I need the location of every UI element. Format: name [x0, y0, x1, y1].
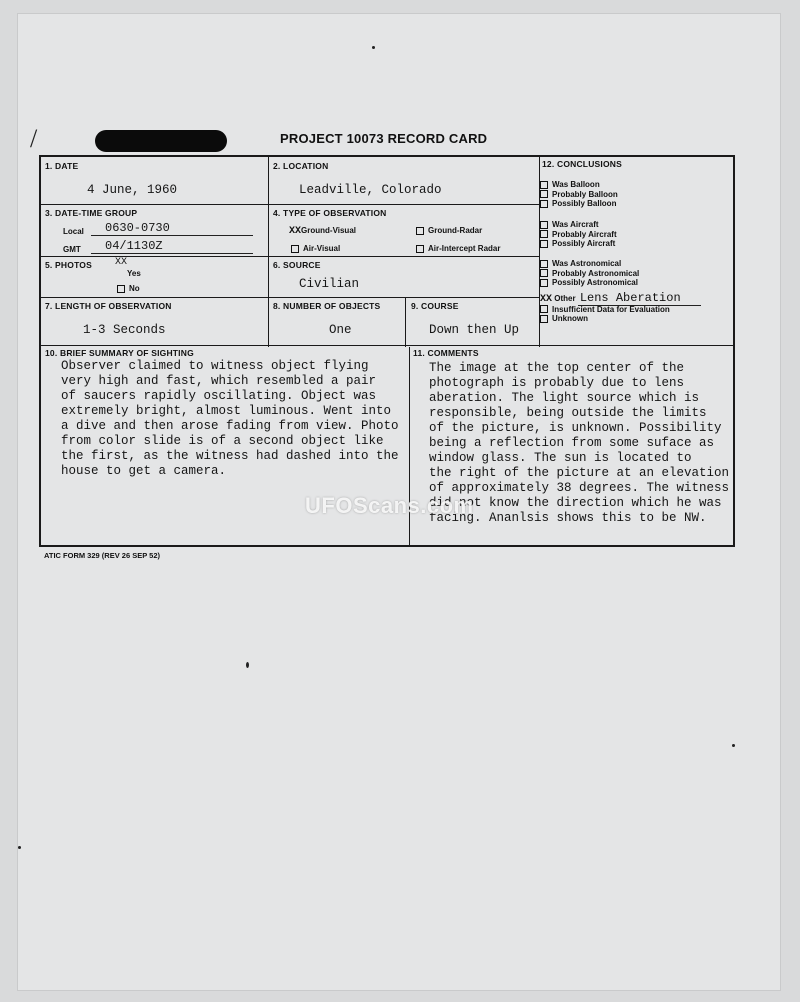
- conclusion-other: [540, 291, 701, 324]
- photos-no-checkbox: [117, 285, 125, 293]
- air-intercept-radar-option: Air-Intercept Radar: [416, 244, 500, 253]
- ground-visual-mark: XX: [289, 226, 302, 237]
- conclusion-item: Probably Aircraft: [540, 230, 617, 240]
- conclusion-item: Probably Astronomical: [540, 269, 639, 279]
- source-value: Civilian: [299, 277, 360, 291]
- photos-no-option: No: [117, 284, 140, 293]
- conclusion-item: Was Balloon: [540, 180, 618, 190]
- conclusion-item: Probably Balloon: [540, 190, 618, 200]
- redaction-bar: [95, 130, 227, 152]
- ground-radar-option: Ground-Radar: [416, 226, 482, 235]
- local-value: 0630-0730: [105, 221, 170, 235]
- number-of-objects-value: One: [329, 323, 352, 337]
- record-card: [39, 155, 735, 547]
- air-visual-checkbox: [291, 245, 299, 253]
- conclusion-group-balloon: [540, 180, 618, 209]
- photos-label: 5. PHOTOS: [45, 260, 92, 270]
- course-value: Down then Up: [429, 323, 520, 337]
- conclusions-label: 12. CONCLUSIONS: [542, 159, 622, 169]
- comments-text: The image at the top center of the photograph is probably due to lens aberation. The light source which is responsible, being outside the limits of the picture, is unknown. Possibility being a reflection from some suface as window glass. The sun is located to the right of the picture at an elevation of approximately 38 degrees. The witness did not know the direction which he was facing. Ananlsis shows this to be NW.: [429, 361, 730, 525]
- gmt-value: 04/1130Z: [105, 239, 163, 253]
- air-intercept-radar-checkbox: [416, 245, 424, 253]
- location-value: Leadville, Colorado: [299, 183, 442, 197]
- local-label: Local: [63, 227, 84, 236]
- other-mark: XX: [540, 294, 553, 305]
- pen-mark: /: [30, 124, 38, 153]
- conclusion-group-astronomical: [540, 259, 639, 288]
- photos-mark: XX: [115, 257, 128, 268]
- date-label: 1. DATE: [45, 161, 79, 171]
- course-label: 9. COURSE: [411, 301, 459, 311]
- form-number: ATIC FORM 329 (REV 26 SEP 52): [44, 551, 161, 560]
- speck: [246, 662, 249, 668]
- conclusion-group-aircraft: [540, 220, 617, 249]
- date-time-group-label: 3. DATE-TIME GROUP: [45, 208, 138, 218]
- ground-visual-option: XXGround-Visual: [289, 226, 356, 237]
- watermark: UFOScans.com: [305, 493, 474, 518]
- source-label: 6. SOURCE: [273, 260, 321, 270]
- length-of-observation-value: 1-3 Seconds: [83, 323, 166, 337]
- page-title: PROJECT 10073 RECORD CARD: [280, 131, 488, 146]
- conclusion-item: Was Aircraft: [540, 220, 617, 230]
- ground-radar-checkbox: [416, 227, 424, 235]
- type-of-observation-label: 4. TYPE OF OBSERVATION: [273, 208, 387, 218]
- conclusion-item: Unknown: [540, 314, 701, 324]
- conclusion-item: Was Astronomical: [540, 259, 639, 269]
- other-label: Other: [554, 294, 576, 303]
- speck: [18, 846, 21, 849]
- comments-label: 11. COMMENTS: [413, 348, 479, 358]
- gmt-label: GMT: [63, 245, 81, 254]
- other-value: Lens Aberation: [578, 291, 701, 306]
- air-visual-option: Air-Visual: [291, 244, 340, 253]
- summary-text: Observer claimed to witness object flying very high and fast, which resembled a pair of saucers rapidly oscillating. Object was extremely bright, almost luminous. Went into a dive and then arose fading from view. Photo from color slide is of a second object like the first, as the witness had dashed into the house to get a camera.: [61, 359, 399, 478]
- speck: [732, 744, 735, 747]
- conclusion-item: Possibly Aircraft: [540, 239, 617, 249]
- number-of-objects-label: 8. NUMBER OF OBJECTS: [273, 301, 381, 311]
- speck: [372, 46, 375, 49]
- date-value: 4 June, 1960: [87, 183, 178, 197]
- conclusion-item: Insufficient Data for Evaluation: [540, 305, 701, 315]
- summary-label: 10. BRIEF SUMMARY OF SIGHTING: [45, 348, 194, 358]
- conclusion-item: Possibly Balloon: [540, 199, 618, 209]
- photos-yes: Yes: [127, 269, 141, 278]
- location-label: 2. LOCATION: [273, 161, 329, 171]
- conclusion-item: Possibly Astronomical: [540, 278, 639, 288]
- length-of-observation-label: 7. LENGTH OF OBSERVATION: [45, 301, 172, 311]
